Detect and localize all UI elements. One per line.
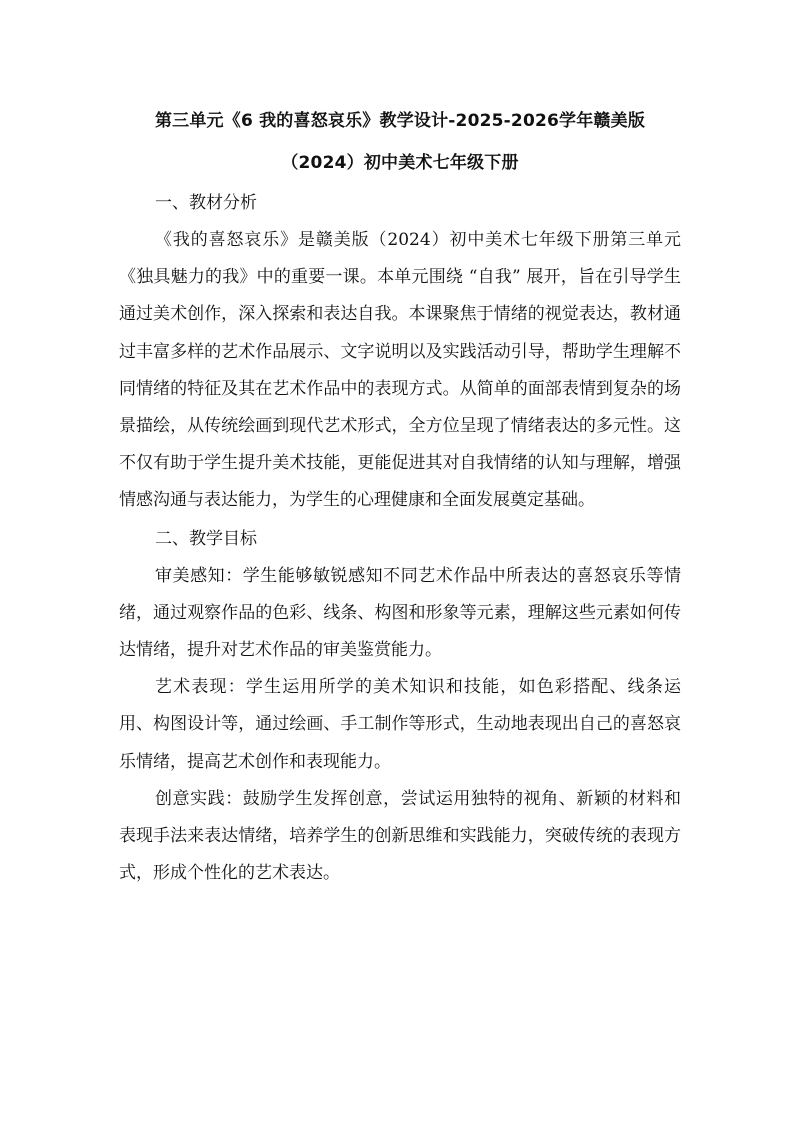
document-title-line-1: 第三单元《6 我的喜怒哀乐》教学设计-2025-2026学年赣美版 xyxy=(154,111,646,131)
paragraph-aesthetic-perception: 审美感知：学生能够敏锐感知不同艺术作品中所表达的喜怒哀乐等情绪，通过观察作品的色彩、线条、构图和形象等元素，理解这些元素如何传达情绪，提升对艺术作品的审美鉴赏能力。 xyxy=(119,565,681,661)
paragraph-artistic-expression: 艺术表现：学生运用所学的美术知识和技能，如色彩搭配、线条运用、构图设计等，通过绘画、手工制作等形式，生动地表现出自己的喜怒哀乐情绪，提高艺术创作和表现能力。 xyxy=(119,677,681,772)
paragraph-materials-analysis: 《我的喜怒哀乐》是赣美版（2024）初中美术七年级下册第三单元《独具魅力的我》中的重要一课。本单元围绕 “自我” 展开，旨在引导学生通过美术创作，深入探索和表达自我。本课聚焦于情绪的视觉表达，教材通过丰富多样的艺术作品展示、文字说明以及实践活动引导，帮助学生理解不同情绪的特征及其在艺术作品中的表现方式。从简单的面部表情到复杂的场景描绘，从传统绘画到现代艺术形式，全方位呈现了情绪表达的多元性。这不仅有助于学生提升美术技能，更能促进其对自我情绪的认知与理解，增强情感沟通与表达能力，为学生的心理健康和全面发展奠定基础。 xyxy=(119,230,681,511)
section-heading-materials-analysis: 一、教材分析 xyxy=(155,193,257,213)
document-title-line-2: （2024）初中美术七年级下册 xyxy=(281,153,519,173)
paragraph-creative-practice: 创意实践：鼓励学生发挥创意，尝试运用独特的视角、新颖的材料和表现手法来表达情绪，培养学生的创新思维和实践能力，突破传统的表现方式，形成个性化的艺术表达。 xyxy=(119,788,681,884)
section-heading-teaching-goals: 二、教学目标 xyxy=(155,528,257,549)
document-body xyxy=(119,100,681,892)
